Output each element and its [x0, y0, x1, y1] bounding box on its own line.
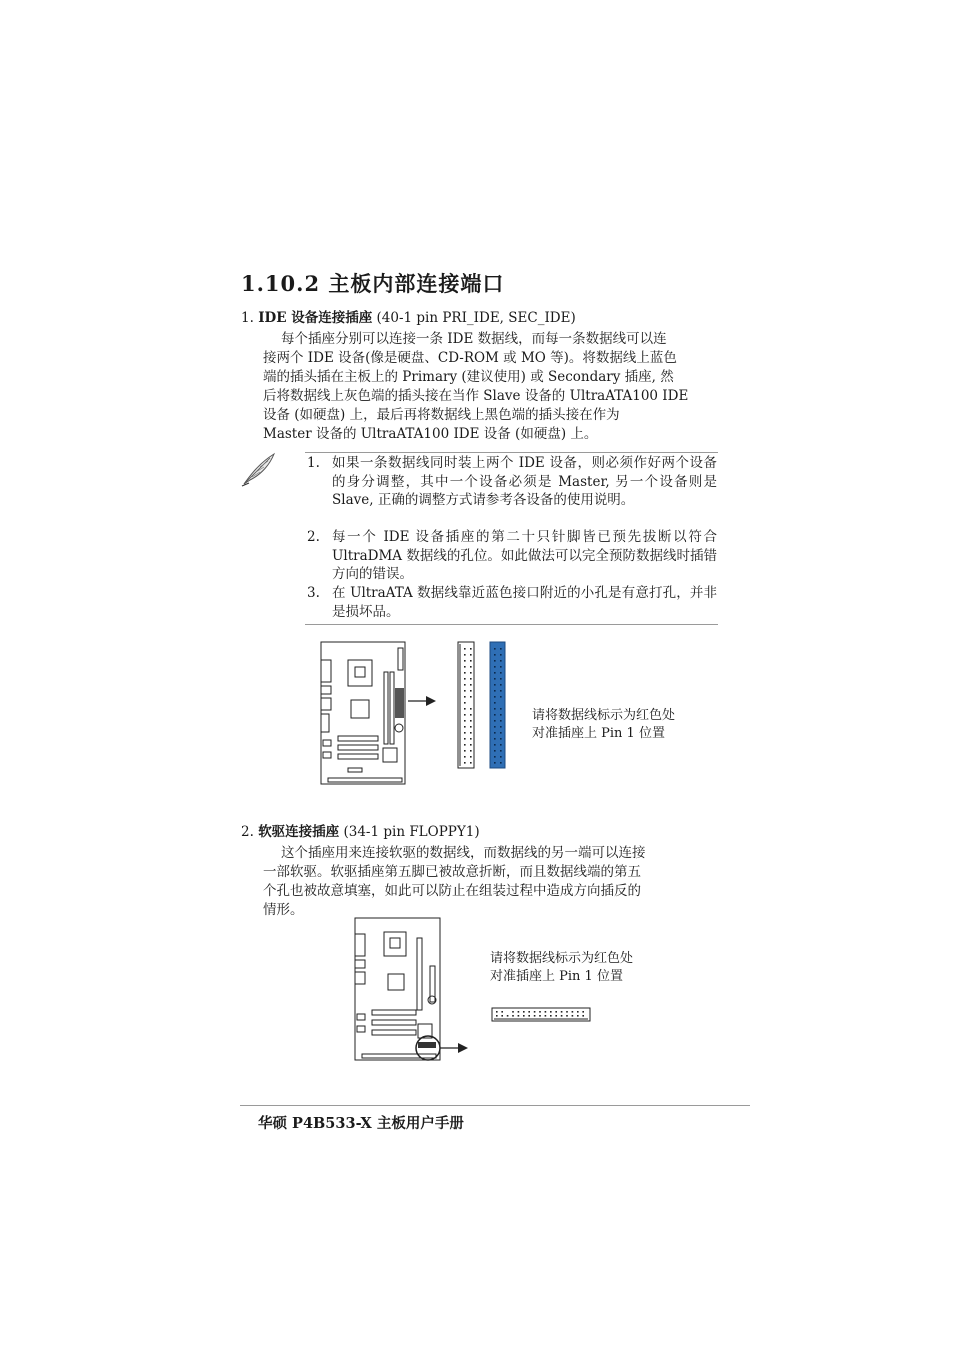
note-item-2 — [307, 528, 717, 584]
floppy-pin — [550, 1011, 552, 1013]
connector-pin — [500, 648, 502, 650]
connector-pin — [464, 708, 466, 710]
connector-pin — [464, 738, 466, 740]
connector-pin — [494, 672, 496, 674]
note-2-number: 2. — [307, 529, 320, 545]
item2-paragraph — [263, 844, 719, 920]
connector-pin — [494, 666, 496, 668]
connector-pin — [464, 696, 466, 698]
item1-heading — [241, 306, 576, 326]
item1-number: 1. — [241, 310, 254, 326]
connector-pin — [500, 660, 502, 662]
floppy-connector-enlarged — [491, 1007, 591, 1023]
note-3-text: 在 UltraATA 数据线靠近蓝色接口附近的小孔是有意打孔，并非是损坏品。 — [332, 585, 717, 620]
note-3-number: 3. — [307, 585, 320, 601]
floppy-pin — [582, 1015, 584, 1017]
connector-pin — [464, 714, 466, 716]
connector-pin — [464, 762, 466, 764]
connector-pin — [470, 738, 472, 740]
connector-pin — [500, 762, 502, 764]
connector-pin — [494, 690, 496, 692]
floppy-pin — [577, 1011, 579, 1013]
connector-pin — [500, 696, 502, 698]
connector-pin — [470, 678, 472, 680]
connector-pin — [470, 732, 472, 734]
pri-ide-connector-blue — [490, 642, 505, 768]
item1-line-2: 接两个 IDE 设备(像是硬盘、CD-ROM 或 MO 等)。将数据线上蓝色 — [263, 350, 677, 366]
connector-pin — [494, 708, 496, 710]
item2-heading-title: 软驱连接插座 — [258, 824, 340, 840]
floppy-pin — [528, 1015, 530, 1017]
floppy-pin — [518, 1011, 520, 1013]
figure1-caption: 请将数据线标示为红色处对准插座上 Pin 1 位置 — [532, 708, 676, 741]
floppy-pin — [534, 1011, 536, 1013]
item2-line-4: 情形。 — [263, 902, 304, 918]
item2-number: 2. — [241, 824, 254, 840]
ide-connector-enlarged — [456, 640, 510, 772]
connector-pin — [470, 672, 472, 674]
item1-line-3: 端的插头插在主板上的 Primary (建议使用) 或 Secondary 插座, 然 — [263, 369, 674, 385]
connector-pin — [494, 654, 496, 656]
arrow-head-icon-2 — [458, 1043, 468, 1053]
item2-line-1: 这个插座用来连接软驱的数据线，而数据线的另一端可以连接 — [281, 845, 646, 861]
note-1-number: 1. — [307, 455, 320, 471]
floppy-pin — [566, 1015, 568, 1017]
connector-pin — [500, 732, 502, 734]
connector-pin — [464, 690, 466, 692]
connector-pin — [494, 678, 496, 680]
connector-pin — [464, 726, 466, 728]
floppy-pin — [566, 1011, 568, 1013]
connector-pin — [470, 696, 472, 698]
connector-pin — [494, 738, 496, 740]
item2-line-3: 个孔也被故意填塞，如此可以防止在组装过程中造成方向插反的 — [263, 883, 641, 899]
connector-pin — [470, 648, 472, 650]
connector-pin — [494, 756, 496, 758]
floppy-pin — [523, 1015, 525, 1017]
connector-pin — [500, 654, 502, 656]
connector-pin — [470, 744, 472, 746]
note-item-1 — [307, 454, 717, 510]
connector-pin — [500, 684, 502, 686]
floppy-pin — [577, 1015, 579, 1017]
floppy-pin — [572, 1015, 574, 1017]
footer-rule — [240, 1105, 750, 1106]
item1-paragraph — [263, 330, 719, 444]
section-title: 1.10.2 主板内部连接端口 — [241, 271, 505, 296]
connector-pin — [470, 762, 472, 764]
floppy-pin — [572, 1011, 574, 1013]
connector-pin — [464, 750, 466, 752]
connector-pin — [494, 732, 496, 734]
connector-pin — [494, 714, 496, 716]
connector-pin — [500, 738, 502, 740]
connector-pin — [500, 678, 502, 680]
item1-line-6: Master 设备的 UltraATA100 IDE 设备 (如硬盘) 上。 — [263, 426, 598, 442]
connector-pin — [470, 714, 472, 716]
connector-pin — [500, 750, 502, 752]
floppy-pin — [545, 1011, 547, 1013]
connector-pin — [500, 720, 502, 722]
connector-pin — [464, 660, 466, 662]
item1-line-5: 设备 (如硬盘) 上，最后再将数据线上黑色端的插头接在作为 — [263, 407, 620, 423]
connector-pin — [470, 726, 472, 728]
connector-pin — [500, 672, 502, 674]
note-1-text: 如果一条数据线同时装上两个 IDE 设备，则必须作好两个设备的身分调整，其中一个设备必须是 Master, 另一个设备则是 Slave, 正确的调整方式请参考各设备的使用说明。 — [332, 455, 717, 508]
floppy-pin — [496, 1015, 498, 1017]
cpu-socket — [348, 660, 372, 686]
floppy-pin — [545, 1015, 547, 1017]
connector-pin — [500, 714, 502, 716]
floppy-pin — [507, 1015, 509, 1017]
motherboard-outline-2 — [355, 918, 440, 1060]
connector-pin — [494, 660, 496, 662]
connector-pin — [464, 732, 466, 734]
connector-pin — [494, 696, 496, 698]
floppy-pin — [523, 1011, 525, 1013]
floppy-pin — [555, 1011, 557, 1013]
item2-heading — [241, 820, 480, 840]
connector-pin — [464, 678, 466, 680]
connector-pin — [500, 726, 502, 728]
connector-pin — [464, 672, 466, 674]
floppy-pin — [561, 1015, 563, 1017]
connector-pin — [494, 720, 496, 722]
connector-pin — [470, 666, 472, 668]
connector-pin — [494, 750, 496, 752]
connector-pin — [500, 756, 502, 758]
floppy-pin — [501, 1015, 503, 1017]
floppy-pin — [501, 1011, 503, 1013]
cpu-socket-2 — [384, 932, 406, 956]
connector-pin — [470, 654, 472, 656]
connector-pin — [470, 660, 472, 662]
notes-bottom-rule — [305, 624, 718, 625]
motherboard-outline — [321, 642, 405, 784]
note-item-3 — [307, 584, 717, 621]
floppy-connector-on-board — [418, 1042, 436, 1048]
floppy-pin — [539, 1011, 541, 1013]
connector-pin — [464, 720, 466, 722]
note-2-text: 每一个 IDE 设备插座的第二十只针脚皆已预先拔断以符合 UltraDMA 数据线的孔位。如此做法可以完全预防数据线时插错方向的错误。 — [332, 529, 717, 582]
connector-pin — [494, 744, 496, 746]
floppy-pin — [561, 1011, 563, 1013]
floppy-pin — [555, 1015, 557, 1017]
connector-pin — [500, 744, 502, 746]
connector-pin — [500, 666, 502, 668]
connector-pin — [470, 750, 472, 752]
footer-text: 华硕 P4B533-X 主板用户手册 — [258, 1115, 464, 1132]
item1-line-1: 每个插座分别可以连接一条 IDE 数据线，而每一条数据线可以连 — [281, 331, 667, 347]
connector-pin — [464, 744, 466, 746]
floppy-pin — [518, 1015, 520, 1017]
connector-pin — [464, 702, 466, 704]
connector-pin — [464, 684, 466, 686]
connector-pin — [494, 684, 496, 686]
floppy-pin — [528, 1011, 530, 1013]
item1-heading-title: IDE 设备连接插座 — [258, 310, 373, 326]
item2-line-2: 一部软驱。软驱插座第五脚已被故意折断，而且数据线端的第五 — [263, 864, 641, 880]
connector-pin — [470, 756, 472, 758]
note-feather-icon — [240, 450, 280, 488]
connector-pin — [464, 654, 466, 656]
item1-heading-pins: (40-1 pin PRI_IDE, SEC_IDE) — [376, 310, 576, 326]
connector-pin — [470, 708, 472, 710]
connector-pin — [494, 648, 496, 650]
ide-connectors-on-board — [395, 688, 404, 718]
figure2-caption: 请将数据线标示为红色处对准插座上 Pin 1 位置 — [490, 951, 634, 984]
floppy-pin — [550, 1015, 552, 1017]
connector-pin — [470, 690, 472, 692]
floppy-pin — [582, 1011, 584, 1013]
connector-pin — [500, 690, 502, 692]
item2-heading-pins: (34-1 pin FLOPPY1) — [343, 824, 480, 840]
connector-pin — [470, 720, 472, 722]
arrow-head-icon — [426, 696, 436, 706]
connector-pin — [464, 666, 466, 668]
notes-top-rule — [305, 452, 718, 453]
floppy-pin — [512, 1011, 514, 1013]
connector-pin — [470, 684, 472, 686]
floppy-pin — [534, 1015, 536, 1017]
connector-pin — [464, 756, 466, 758]
connector-pin — [494, 726, 496, 728]
connector-pin — [494, 762, 496, 764]
floppy-pin — [512, 1015, 514, 1017]
floppy-motherboard-figure — [352, 914, 472, 1066]
floppy-pin — [539, 1015, 541, 1017]
floppy-pin — [496, 1011, 498, 1013]
connector-pin — [464, 648, 466, 650]
connector-pin — [494, 702, 496, 704]
item1-line-4: 后将数据线上灰色端的插头接在当作 Slave 设备的 UltraATA100 IDE — [263, 388, 689, 404]
connector-pin — [500, 708, 502, 710]
